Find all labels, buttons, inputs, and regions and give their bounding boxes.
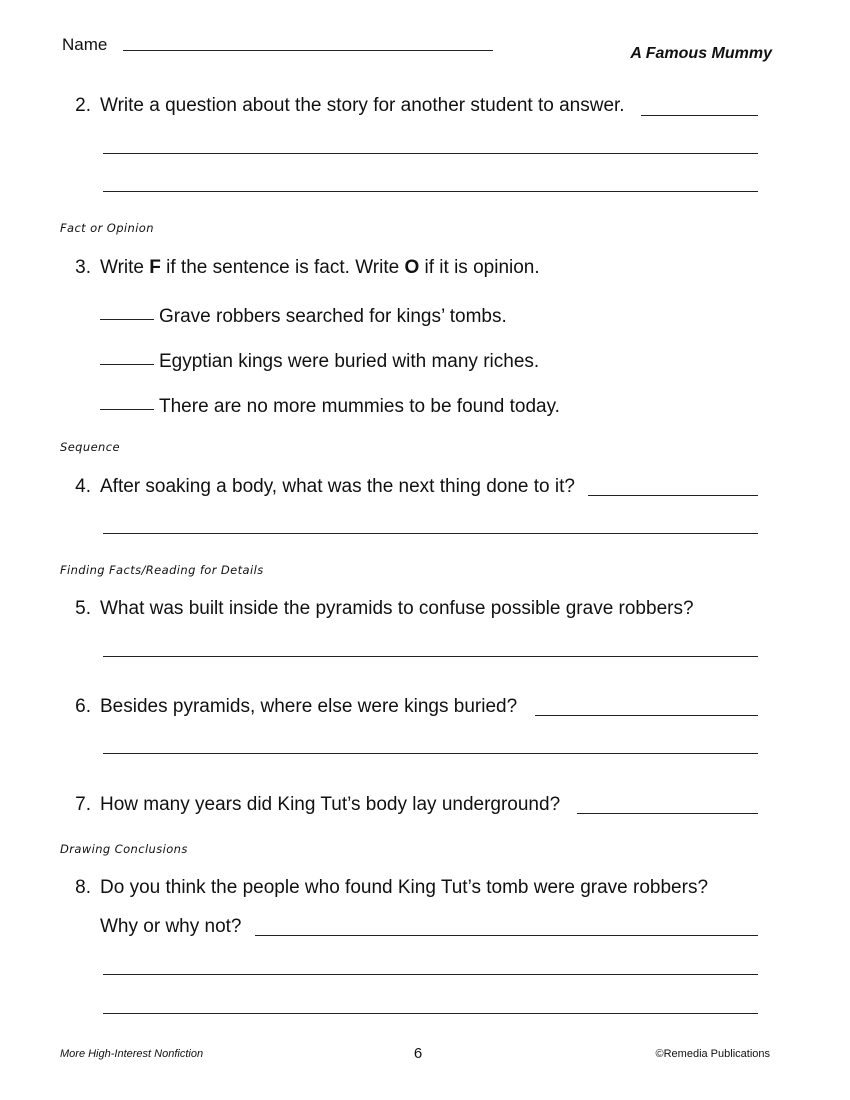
answer-line-5[interactable] [103, 656, 758, 657]
answer-line-4a[interactable] [588, 495, 758, 496]
footer-book-title: More High-Interest Nonfiction [60, 1048, 204, 1060]
answer-line-8b[interactable] [103, 974, 758, 975]
answer-line-2b[interactable] [103, 153, 758, 154]
answer-line-7[interactable] [577, 813, 758, 814]
section-sequence: Sequence [60, 440, 120, 454]
answer-line-8c[interactable] [103, 1013, 758, 1014]
section-fact-or-opinion: Fact or Opinion [60, 221, 154, 235]
name-label: Name [62, 35, 108, 54]
question-2-number: 2. [75, 95, 91, 116]
question-4-text: After soaking a body, what was the next thing done to it? [100, 476, 575, 497]
footer-publisher: ©Remedia Publications [655, 1048, 770, 1060]
answer-line-2c[interactable] [103, 191, 758, 192]
question-5-number: 5. [75, 598, 91, 619]
section-drawing-conclusions: Drawing Conclusions [60, 842, 188, 856]
question-6-text: Besides pyramids, where else were kings buried? [100, 696, 518, 717]
question-7-number: 7. [75, 794, 91, 815]
fact-opinion-blank-1[interactable] [100, 319, 154, 320]
fact-opinion-blank-2[interactable] [100, 364, 154, 365]
question-8-number: 8. [75, 877, 91, 898]
fact-opinion-item-3: There are no more mummies to be found today. [100, 396, 560, 418]
question-2-text: Write a question about the story for another student to answer. [100, 95, 625, 116]
answer-line-6b[interactable] [103, 753, 758, 754]
name-field[interactable] [123, 50, 493, 51]
section-finding-facts: Finding Facts/Reading for Details [60, 563, 264, 577]
question-3-number: 3. [75, 257, 91, 278]
opinion-letter: O [404, 257, 420, 278]
question-3-text: Write F if the sentence is fact. Write O if it is opinion. [100, 257, 540, 278]
answer-line-4b[interactable] [103, 533, 758, 534]
answer-line-8a[interactable] [255, 935, 758, 936]
fact-opinion-item-2: Egyptian kings were buried with many riches. [100, 351, 539, 373]
page-number: 6 [413, 1045, 423, 1062]
answer-line-6a[interactable] [535, 715, 758, 716]
fact-letter: F [149, 257, 161, 278]
question-8-followup: Why or why not? [100, 916, 242, 937]
fact-opinion-item-1: Grave robbers searched for kings’ tombs. [100, 306, 507, 328]
fact-opinion-blank-3[interactable] [100, 409, 154, 410]
question-4-number: 4. [75, 476, 91, 497]
question-7-text: How many years did King Tut’s body lay underground? [100, 794, 561, 815]
question-5-text: What was built inside the pyramids to confuse possible grave robbers? [100, 598, 694, 619]
answer-line-2a[interactable] [641, 115, 758, 116]
worksheet-title: A Famous Mummy [630, 45, 772, 62]
question-6-number: 6. [75, 696, 91, 717]
question-8-text: Do you think the people who found King Tut’s tomb were grave robbers? [100, 877, 709, 898]
